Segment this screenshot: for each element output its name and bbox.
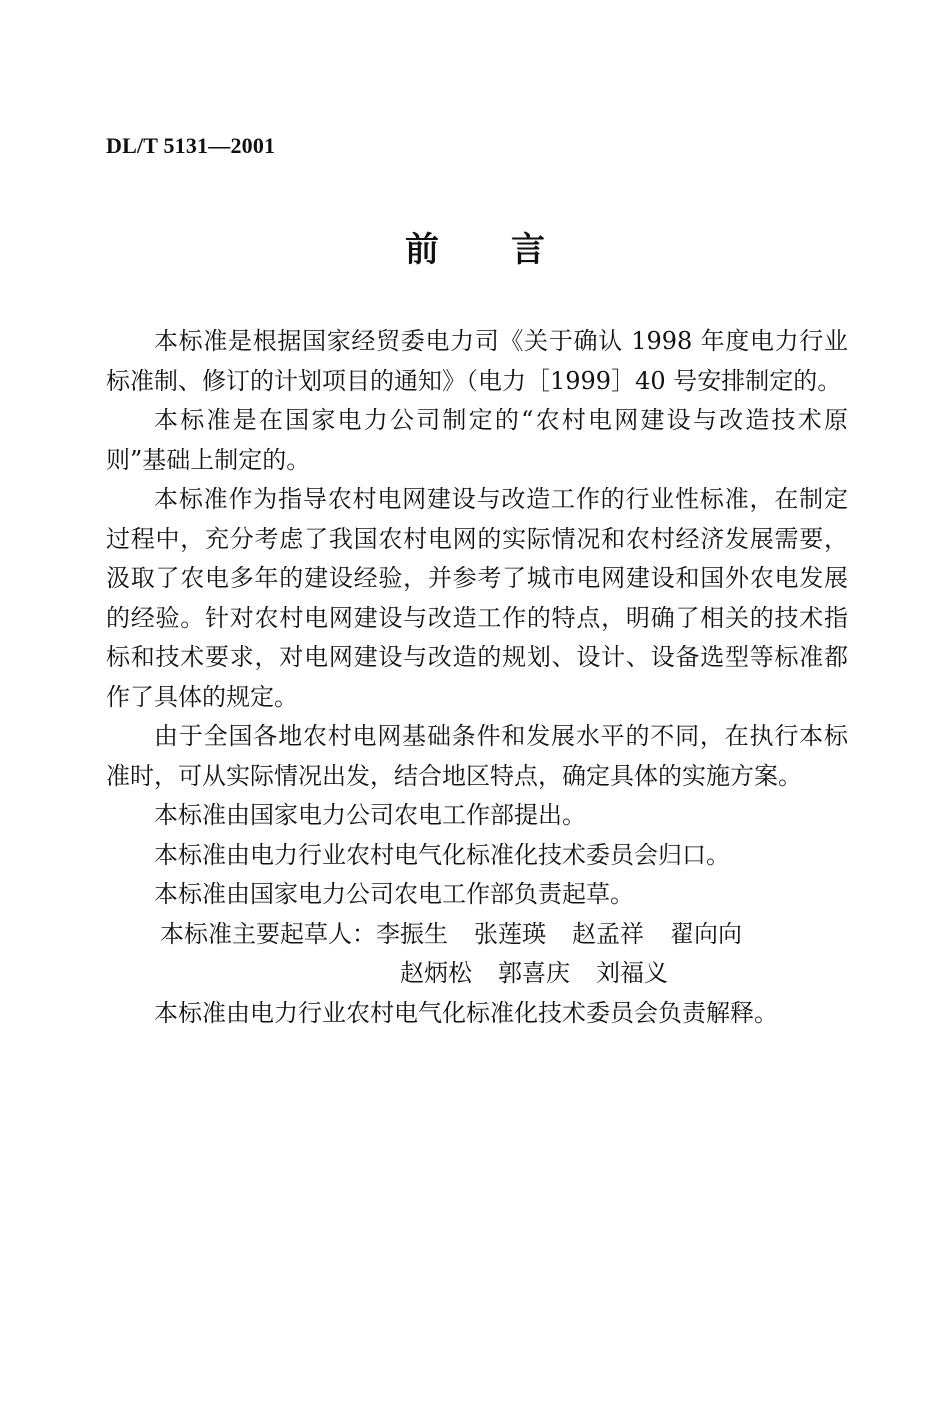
page-title: 前言 xyxy=(405,230,617,270)
drafters-row-1 xyxy=(160,915,848,955)
paragraph-application: 由于全国各地农村电网基础条件和发展水平的不同，在执行本标准时，可从实际情况出发，结合地区特点，确定具体的实施方案。 xyxy=(106,722,848,790)
drafter-name: 郭喜庆 xyxy=(498,959,570,987)
drafter-name: 刘福义 xyxy=(596,959,668,987)
paragraph-proposer: 本标准由国家电力公司农电工作部提出。 xyxy=(154,801,586,829)
document-body xyxy=(106,322,848,1033)
drafter-name: 李振生 xyxy=(376,919,448,948)
drafters-list xyxy=(106,915,848,994)
paragraph-basis: 本标准是根据国家经贸委电力司《关于确认 1998 年度电力行业标准制、修订的计划项目的通知》（电力［1999］40 号安排制定的。 xyxy=(106,327,848,395)
drafter-name: 翟向向 xyxy=(670,919,742,948)
paragraph-purpose: 本标准作为指导农村电网建设与改造工作的行业性标准，在制定过程中，充分考虑了我国农村电网的实际情况和农村经济发展需要，汲取了农电多年的建设经验，并参考了城市电网建设和国外农电发展的经验。针对农村电网建设与改造工作的特点，明确了相关的技术指标和技术要求，对电网建设与改造的规划、设计、设备选型等标准都作了具体的规定。 xyxy=(106,485,848,711)
drafters-label: 本标准主要起草人： xyxy=(160,919,376,948)
drafters-row-2 xyxy=(160,954,848,994)
paragraph-centralized: 本标准由电力行业农村电气化标准化技术委员会归口。 xyxy=(154,840,730,869)
drafter-name: 赵孟祥 xyxy=(572,919,644,948)
drafter-name: 赵炳松 xyxy=(400,959,472,987)
paragraph-foundation: 本标准是在国家电力公司制定的“农村电网建设与改造技术原则”基础上制定的。 xyxy=(106,406,848,474)
paragraph-interpretation: 本标准由电力行业农村电气化标准化技术委员会负责解释。 xyxy=(154,998,778,1027)
paragraph-drafting-unit: 本标准由国家电力公司农电工作部负责起草。 xyxy=(154,880,634,908)
document-code: DL/T 5131—2001 xyxy=(106,133,276,158)
drafter-name: 张莲瑛 xyxy=(474,919,546,948)
